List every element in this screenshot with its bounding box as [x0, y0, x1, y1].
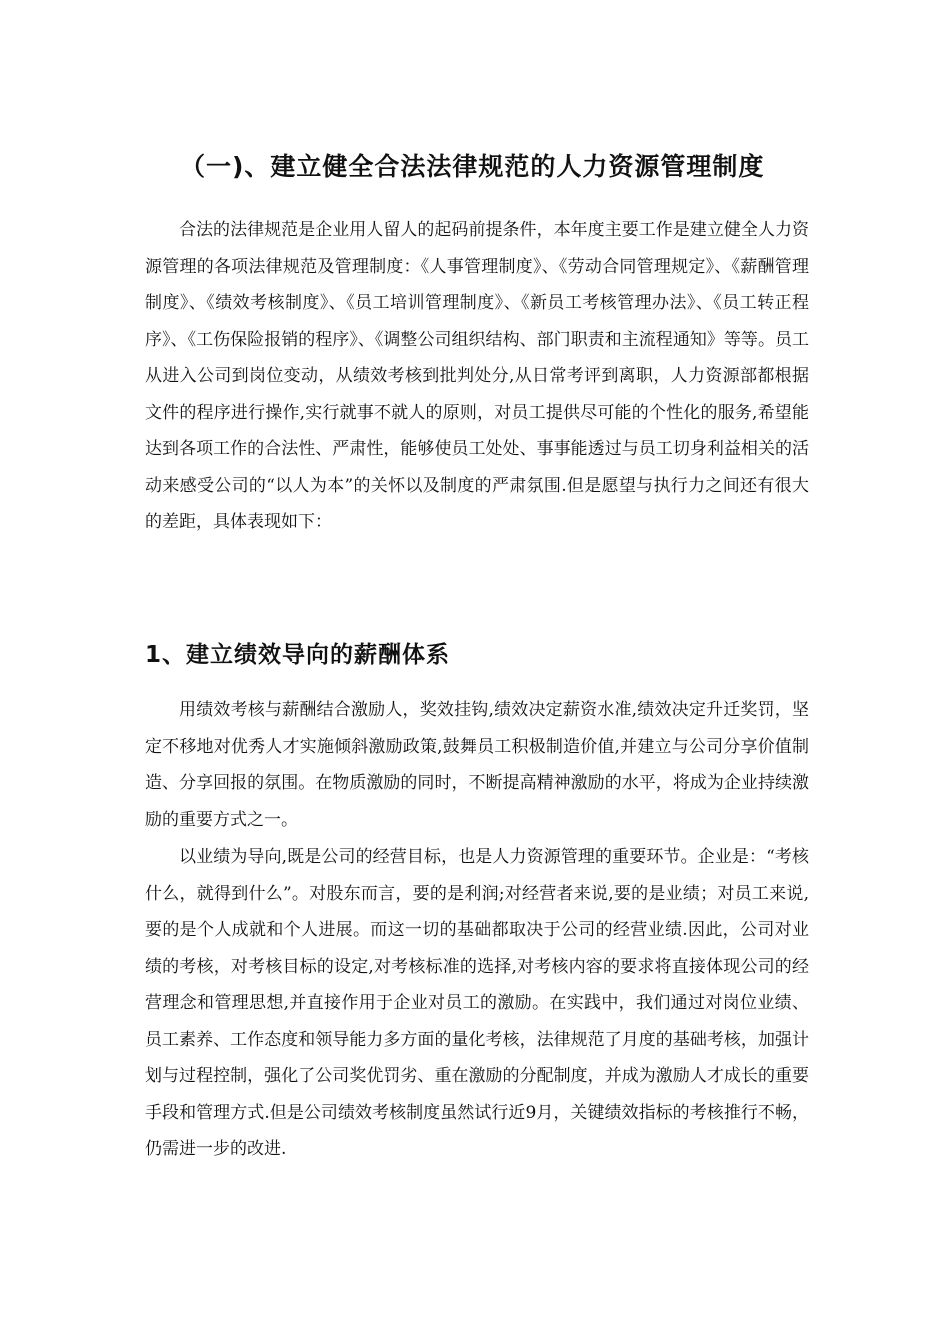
subsection-heading: 1、建立绩效导向的薪酬体系: [145, 642, 451, 669]
subsection-paragraph-2: 以业绩为导向,既是公司的经营目标，也是人力资源管理的重要环节。企业是：“考核什么，就得到什么”。对股东而言，要的是利润;对经营者来说,要的是业绩；对员工来说,要的是个人成就和个人进展。而这一切的基础都取决于公司的经营业绩.因此，公司对业绩的考核，对考核目标的设定,对考核标准的选择,对考核内容的要求将直接体现公司的经营理念和管理思想,并直接作用于企业对员工的激励。在实践中，我们通过对岗位业绩、员工素养、工作态度和领导能力多方面的量化考核，法律规范了月度的基础考核，加强计划与过程控制，强化了公司奖优罚劣、重在激励的分配制度，并成为激励人才成长的重要手段和管理方式.但是公司绩效考核制度虽然试行近9月，关键绩效指标的考核推行不畅，仍需进一步的改进.: [145, 847, 809, 1159]
subsection-paragraph-1: 用绩效考核与薪酬结合激励人，奖效挂钩,绩效决定薪资水准,绩效决定升迁奖罚，坚定不移地对优秀人才实施倾斜激励政策,鼓舞员工积极制造价值,并建立与公司分享价值制造、分享回报的氛围。在物质激励的同时，不断提高精神激励的水平，将成为企业持续激励的重要方式之一。: [145, 700, 809, 830]
section-heading: （一)、建立健全合法法律规范的人力资源管理制度: [180, 151, 765, 181]
section-paragraph: 合法的法律规范是企业用人留人的起码前提条件，本年度主要工作是建立健全人力资源管理的各项法律规范及管理制度：《人事管理制度》、《劳动合同管理规定》、《薪酬管理制度》、《绩效考核制度》、《员工培训管理制度》、《新员工考核管理办法》、《员工转正程序》、《工伤保险报销的程序》、《调整公司组织结构、部门职责和主流程通知》等等。员工从进入公司到岗位变动，从绩效考核到批判处分,从日常考评到离职，人力资源部都根据文件的程序进行操作,实行就事不就人的原则，对员工提供尽可能的个性化的服务,希望能达到各项工作的合法性、严肃性，能够使员工处处、事事能透过与员工切身利益相关的活动来感受公司的“以人为本”的关怀以及制度的严肃氛围.但是愿望与执行力之间还有很大的差距，具体表现如下：: [145, 220, 809, 532]
